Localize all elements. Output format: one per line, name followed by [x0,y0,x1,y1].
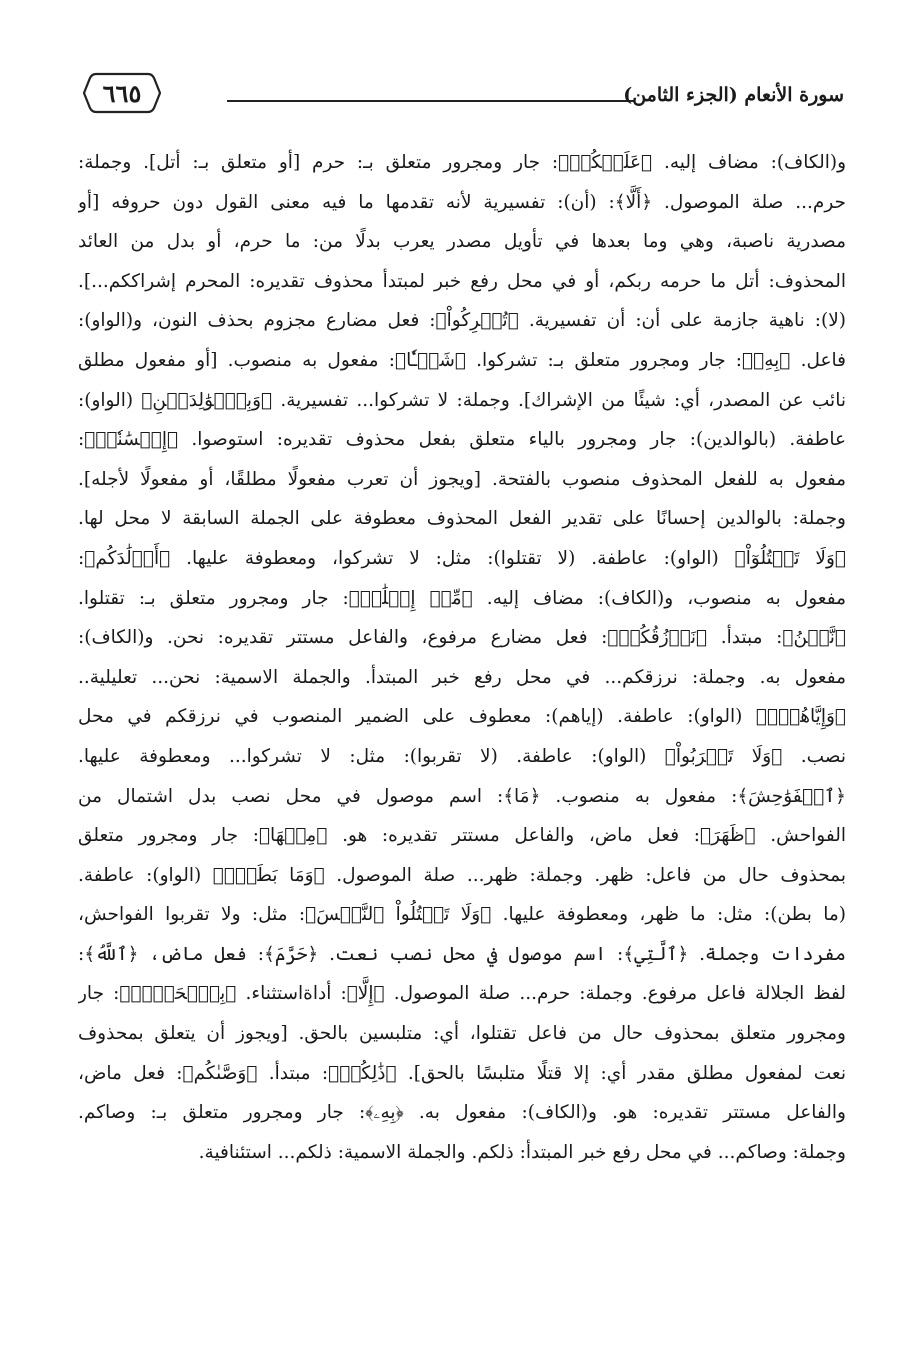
text-line: مفردات وجملة. ﴿ٱلَّتِي﴾: اسم موصول في محل نصب نعت. ﴿حَرَّمَ﴾: فعل ماض، ﴿ٱللَّهُ﴾: [78,943,846,965]
text-line: الفواحش. ﴿ظَهَرَ﴾: فعل ماض، والفاعل مستتر تقديره: هو. ﴿مِنۡهَا﴾: جار ومجرور متعلق [78,825,846,847]
text-line: وجملة: وصاكم... في محل رفع خبر المبتدأ: ذلكم. والجملة الاسمية: ذلكم... استئنافية. [198,1141,846,1163]
text-line: مفعول به منصوب، و(الكاف): مضاف إليه. ﴿مِّنۡ إِمۡلَٰقٖ﴾: جار ومجرور متعلق بـ: تقتلوا. [78,587,846,609]
text-line: (ما بطن): مثل: ما ظهر، ومعطوفة عليها. ﴿وَلَا تَقۡتُلُواْ ٱلنَّفۡسَ﴾: مثل: ولا تقربوا الفواحش، [78,904,846,926]
text-line: (لا): ناهية جازمة على أن: أن تفسيرية. ﴿تُشۡرِكُواْ﴾: فعل مضارع مجزوم بحذف النون، و(الواو): [78,310,846,332]
text-line: نائب عن المصدر، أي: شيئًا من الإشراك]. وجملة: لا تشركوا... تفسيرية. ﴿وَبِٱلۡوَٰلِدَيۡنِ﴾ (الواو): [78,389,846,411]
text-line: مفعول به. وجملة: نرزقكم... في محل رفع خبر المبتدأ. والجملة الاسمية: نحن... تعليلية.. [78,666,846,688]
text-line: ﴿وَلَا تَقۡتُلُوٓاْ﴾ (الواو): عاطفة. (لا تقتلوا): مثل: لا تشركوا، ومعطوفة عليها. ﴿أَوۡلَٰدَكُم﴾: [78,547,846,569]
text-line: ﴿ٱلۡفَوَٰحِشَ﴾: مفعول به منصوب. ﴿مَا﴾: اسم موصول في محل نصب بدل اشتمال من [78,785,846,807]
header-rule [227,100,635,102]
text-line: ومجرور متعلق بمحذوف حال من فاعل تقتلوا، أي: متلبسين بالحق. [ويجوز أن يتعلق بمحذوف [78,1023,846,1045]
text-line: مفعول به للفعل المحذوف منصوب بالفتحة. [ويجوز أن تعرب مفعولًا مطلقًا، أو مفعولًا لأجله]. [78,468,846,490]
text-line: بمحذوف حال من فاعل: ظهر. وجملة: ظهر... صلة الموصول. ﴿وَمَا بَطَنَۖ﴾ (الواو): عاطفة. [78,864,846,886]
text-line: ﴿نَّحۡنُ﴾: مبتدأ. ﴿نَرۡزُقُكُمۡ﴾: فعل مضارع مرفوع، والفاعل مستتر تقديره: نحن. و(الكاف): [78,627,846,649]
text-line: والفاعل مستتر تقديره: هو. و(الكاف): مفعول به. ﴿بِهِۦ﴾: جار ومجرور متعلق بـ: وصاكم. [78,1102,846,1124]
page-header [82,70,844,126]
text-line: فاعل. ﴿بِهِۦ﴾: جار ومجرور متعلق بـ: تشركوا. ﴿شَيۡـٔٗا﴾: مفعول به منصوب. [أو مفعول مطلق [78,349,846,371]
text-line: نعت لمفعول مطلق مقدر أي: إلا قتلًا متلبسًا بالحق]. ﴿ذَٰلِكُمۡ﴾: مبتدأ. ﴿وَصَّىٰكُم﴾: فعل ماض، [78,1062,846,1084]
text-line: ﴿وَإِيَّاهُمۡۖ﴾ (الواو): عاطفة. (إياهم): معطوف على الضمير المنصوب في نرزقكم في محل [78,706,846,728]
running-title: سورة الأنعام (الجزء الثامن) [623,84,844,106]
text-line: عاطفة. (بالوالدين): جار ومجرور بالياء متعلق بفعل محذوف تقديره: استوصوا. ﴿إِحۡسَٰنٗاۖ﴾: [78,429,846,451]
text-line: مصدرية ناصبة، وهي وما بعدها في تأويل مصدر يعرب بدلًا من: ما حرم، أو بدل من العائد [78,231,846,253]
text-line: المحذوف: أتل ما حرمه ربكم، أو في محل رفع خبر لمبتدأ محذوف تقديره: المحرم إشراككم...]. [78,270,846,292]
text-line: نصب. ﴿وَلَا تَقۡرَبُواْ﴾ (الواو): عاطفة. (لا تقربوا): مثل: لا تشركوا... ومعطوفة عليها. [78,745,846,767]
body-text [78,143,846,1172]
text-line: وجملة: بالوالدين إحسانًا على تقدير الفعل المحذوف معطوفة على الجملة السابقة لا محل لها. [78,508,846,530]
page-number-badge [82,70,162,116]
text-line: و(الكاف): مضاف إليه. ﴿عَلَيۡكُمۡ﴾: جار ومجرور متعلق بـ: حرم [أو متعلق بـ: أتل]. وجملة: [78,152,846,173]
page-number: ٦٦٥ [102,78,142,108]
text-line: لفظ الجلالة فاعل مرفوع. وجملة: حرم... صلة الموصول. ﴿إِلَّا﴾: أداةاستثناء. ﴿بِٱلۡحَقِّۚ﴾: جار [78,983,846,1005]
text-line: حرم... صلة الموصول. ﴿أَلَّا﴾: (أن): تفسيرية لأنه تقدمها ما فيه معنى القول دون حروفه [أو [78,191,846,213]
